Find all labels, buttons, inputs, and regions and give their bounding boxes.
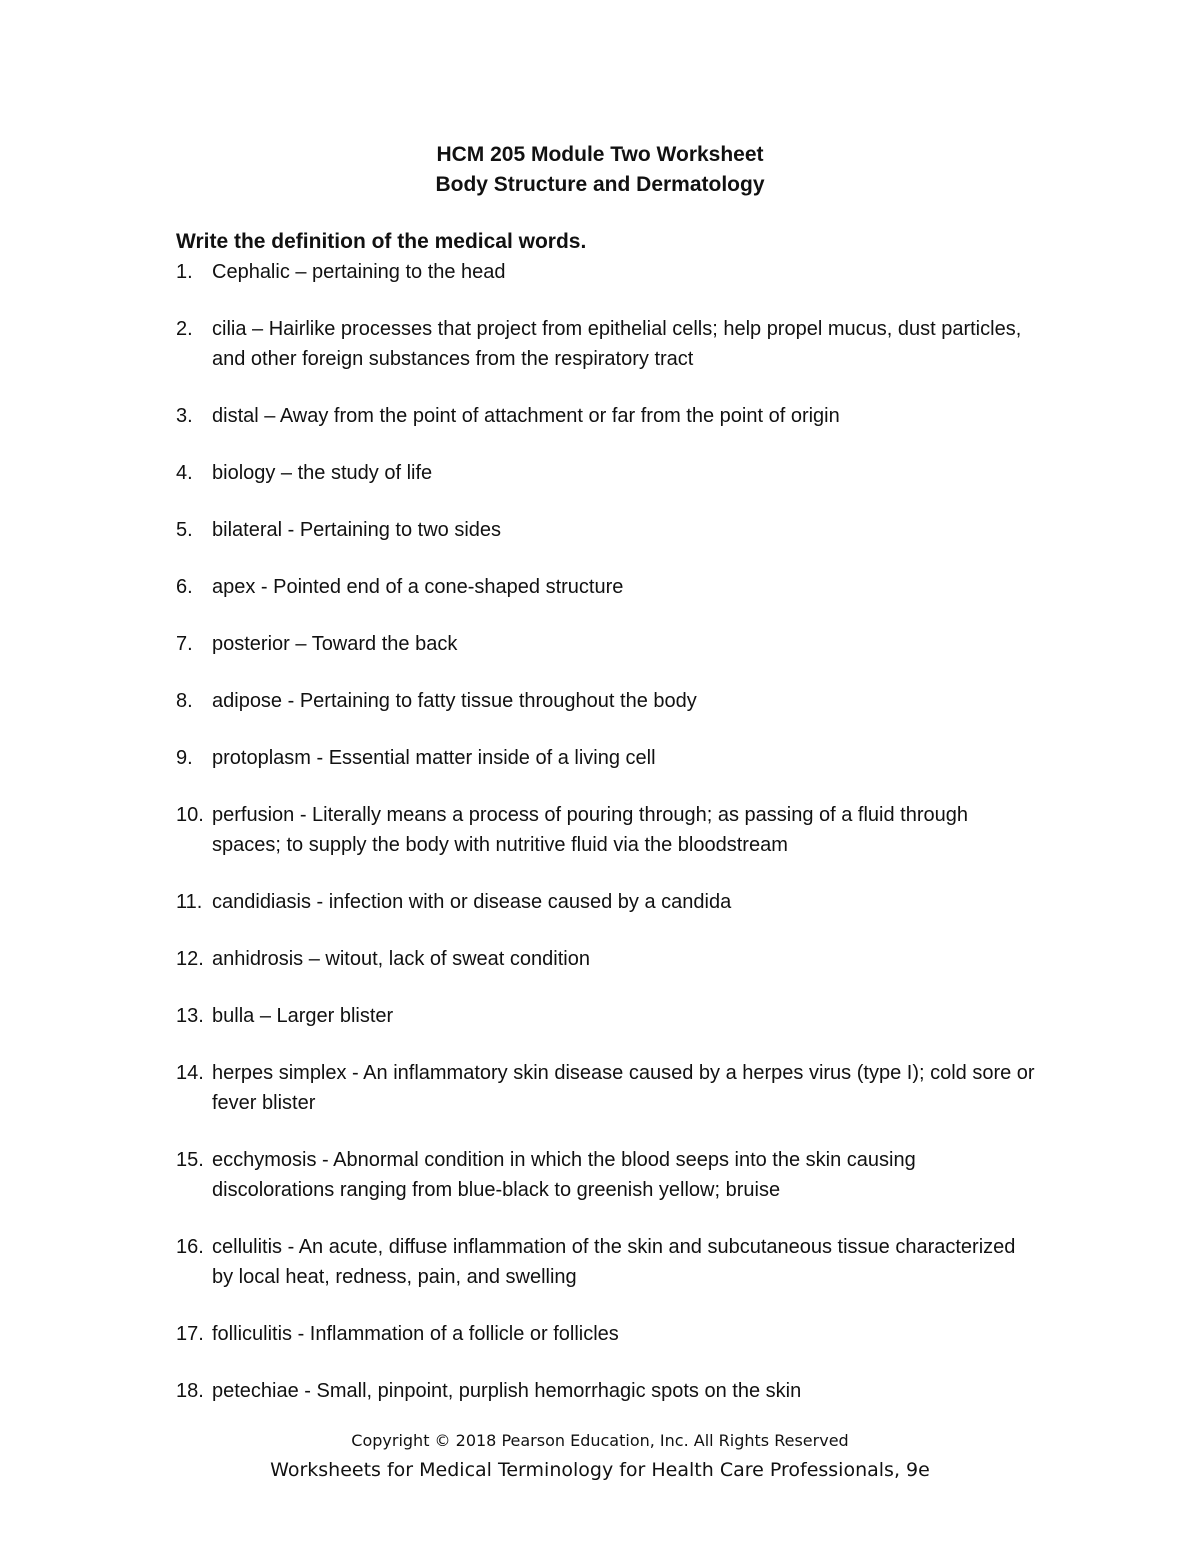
item-text: Cephalic – pertaining to the head (212, 261, 506, 283)
definition-list (176, 257, 1036, 1433)
list-item (176, 1232, 1036, 1292)
list-item (176, 800, 1036, 860)
item-text: biology – the study of life (212, 462, 433, 484)
item-text: adipose - Pertaining to fatty tissue throughout the body (212, 690, 697, 712)
item-text: cilia – Hairlike processes that project from epithelial cells; help propel mucus, dust particles, and other foreign substances from the respiratory tract (212, 318, 1022, 370)
list-item (176, 1058, 1036, 1118)
item-text: bilateral - Pertaining to two sides (212, 519, 502, 541)
item-text: anhidrosis – witout, lack of sweat condition (212, 948, 590, 970)
document-subtitle: Body Structure and Dermatology (435, 173, 765, 196)
item-number: 8. (176, 690, 193, 712)
item-number: 4. (176, 462, 193, 484)
item-text: ecchymosis - Abnormal condition in which the blood seeps into the skin causing discolorations ranging from blue-black to greenish yellow; bruise (212, 1149, 916, 1201)
list-item (176, 515, 1036, 545)
item-number: 6. (176, 576, 193, 598)
list-item (176, 887, 1036, 917)
list-item (176, 743, 1036, 773)
item-number: 11. (176, 891, 203, 913)
list-item (176, 944, 1036, 974)
item-number: 5. (176, 519, 193, 541)
list-item (176, 572, 1036, 602)
item-text: bulla – Larger blister (212, 1005, 394, 1027)
list-item (176, 1319, 1036, 1349)
footer-book-title: Worksheets for Medical Terminology for Health Care Professionals, 9e (270, 1459, 930, 1481)
item-number: 3. (176, 405, 193, 427)
item-number: 1. (176, 261, 193, 283)
item-text: herpes simplex - An inflammatory skin disease caused by a herpes virus (type I); cold sore or fever blister (212, 1062, 1035, 1114)
item-text: distal – Away from the point of attachment or far from the point of origin (212, 405, 840, 427)
item-number: 15. (176, 1149, 204, 1171)
item-text: protoplasm - Essential matter inside of a living cell (212, 747, 656, 769)
list-item (176, 458, 1036, 488)
list-item (176, 1145, 1036, 1205)
item-number: 14. (176, 1062, 204, 1084)
item-text: folliculitis - Inflammation of a follicle or follicles (212, 1323, 619, 1345)
item-number: 16. (176, 1236, 204, 1258)
document-title: HCM 205 Module Two Worksheet (436, 143, 764, 166)
title-block (0, 140, 1200, 200)
item-number: 10. (176, 804, 204, 826)
list-item (176, 686, 1036, 716)
item-text: apex - Pointed end of a cone-shaped structure (212, 576, 624, 598)
item-number: 17. (176, 1323, 204, 1345)
instructions-heading: Write the definition of the medical words. (176, 230, 587, 253)
item-number: 18. (176, 1380, 204, 1402)
item-text: cellulitis - An acute, diffuse inflammation of the skin and subcutaneous tissue characterized by local heat, redness, pain, and swelling (212, 1236, 1016, 1288)
footer-copyright: Copyright © 2018 Pearson Education, Inc. All Rights Reserved (351, 1431, 849, 1450)
item-text: candidiasis - infection with or disease caused by a candida (212, 891, 732, 913)
item-number: 13. (176, 1005, 204, 1027)
list-item (176, 257, 1036, 287)
list-item (176, 629, 1036, 659)
item-number: 12. (176, 948, 204, 970)
item-text: petechiae - Small, pinpoint, purplish hemorrhagic spots on the skin (212, 1380, 802, 1402)
item-number: 9. (176, 747, 193, 769)
list-item (176, 401, 1036, 431)
item-number: 2. (176, 318, 193, 340)
item-text: perfusion - Literally means a process of pouring through; as passing of a fluid through spaces; to supply the body with nutritive fluid via the bloodstream (212, 804, 968, 856)
item-text: posterior – Toward the back (212, 633, 458, 655)
list-item (176, 1001, 1036, 1031)
list-item (176, 1376, 1036, 1406)
item-number: 7. (176, 633, 193, 655)
list-item (176, 314, 1036, 374)
